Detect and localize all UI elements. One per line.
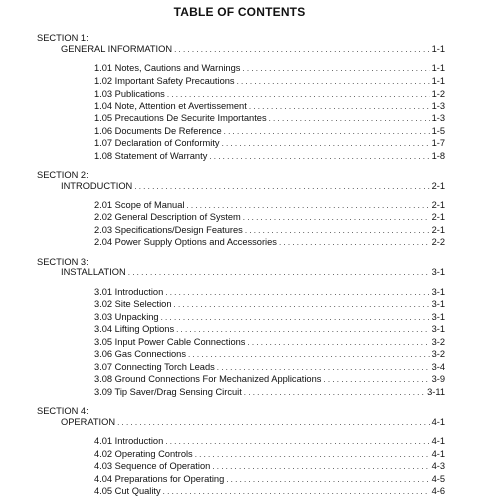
toc-entry[interactable] bbox=[94, 62, 445, 74]
toc-heading-operation[interactable] bbox=[61, 416, 445, 428]
toc-entry[interactable] bbox=[94, 448, 445, 460]
toc-entry-text: 1.03 Publications bbox=[94, 89, 165, 99]
toc-entry-text: 3.09 Tip Saver/Drag Sensing Circuit bbox=[94, 387, 242, 397]
toc-entry-text: 3.03 Unpacking bbox=[94, 312, 159, 322]
toc-page-number: 3-1 bbox=[431, 324, 445, 334]
toc-entry[interactable] bbox=[94, 298, 445, 310]
toc-entry[interactable] bbox=[94, 125, 445, 137]
toc-page-number: 3-1 bbox=[431, 312, 445, 322]
toc-entry-text: 3.05 Input Power Cable Connections bbox=[94, 337, 246, 347]
toc-entry-text: 2.04 Power Supply Options and Accessories bbox=[94, 237, 277, 247]
toc-entry[interactable] bbox=[94, 373, 445, 385]
dot-leader bbox=[323, 374, 429, 386]
section-4-label: SECTION 4: bbox=[37, 406, 89, 416]
toc-page-number: 2-1 bbox=[431, 200, 445, 210]
toc-entry[interactable] bbox=[94, 236, 445, 248]
toc-entry-text: 3.04 Lifting Options bbox=[94, 324, 175, 334]
toc-entry-text: 2.03 Specifications/Design Features bbox=[94, 225, 243, 235]
toc-entry-text: 3.07 Connecting Torch Leads bbox=[94, 362, 215, 372]
toc-entry-text: 4.01 Introduction bbox=[94, 436, 164, 446]
dot-leader bbox=[244, 387, 425, 399]
dot-leader bbox=[242, 63, 429, 75]
toc-heading-text: OPERATION bbox=[61, 417, 116, 427]
toc-heading-text: INTRODUCTION bbox=[61, 181, 133, 191]
toc-entry[interactable] bbox=[94, 386, 445, 398]
dot-leader bbox=[243, 212, 430, 224]
toc-entry[interactable] bbox=[94, 137, 445, 149]
toc-page-number: 1-3 bbox=[431, 113, 445, 123]
dot-leader bbox=[188, 349, 430, 361]
toc-entry[interactable] bbox=[94, 348, 445, 360]
toc-page-number: 1-5 bbox=[431, 126, 445, 136]
toc-entry-text: 1.06 Documents De Reference bbox=[94, 126, 222, 136]
toc-heading-text: INSTALLATION bbox=[61, 267, 126, 277]
section-2-label: SECTION 2: bbox=[37, 170, 89, 180]
dot-leader bbox=[209, 151, 429, 163]
toc-entry[interactable] bbox=[94, 150, 445, 162]
toc-page-number: 1-3 bbox=[431, 101, 445, 111]
dot-leader bbox=[269, 113, 430, 125]
toc-page-number: 4-1 bbox=[431, 449, 445, 459]
toc-page-number: 2-1 bbox=[431, 181, 445, 191]
toc-entry[interactable] bbox=[94, 286, 445, 298]
toc-entry-text: 4.04 Preparations for Operating bbox=[94, 474, 225, 484]
toc-entry-text: 1.01 Notes, Cautions and Warnings bbox=[94, 63, 241, 73]
toc-page-number: 4-5 bbox=[431, 474, 445, 484]
dot-leader bbox=[128, 267, 430, 279]
toc-page-number: 3-2 bbox=[431, 349, 445, 359]
toc-entry[interactable] bbox=[94, 88, 445, 100]
toc-heading-general-information[interactable] bbox=[61, 43, 445, 55]
toc-entry[interactable] bbox=[94, 323, 445, 335]
toc-entry[interactable] bbox=[94, 435, 445, 447]
toc-page-number: 4-1 bbox=[431, 417, 445, 427]
dot-leader bbox=[237, 76, 430, 88]
toc-entry[interactable] bbox=[94, 336, 445, 348]
toc-page-number: 4-3 bbox=[431, 461, 445, 471]
toc-entry-text: 1.02 Important Safety Precautions bbox=[94, 76, 235, 86]
toc-entry-text: 4.03 Sequence of Operation bbox=[94, 461, 211, 471]
toc-entry-text: 1.07 Declaration of Conformity bbox=[94, 138, 220, 148]
toc-entry[interactable] bbox=[94, 199, 445, 211]
toc-entry-text: 1.08 Statement of Warranty bbox=[94, 151, 208, 161]
toc-page-number: 1-8 bbox=[431, 151, 445, 161]
toc-entry-text: 2.01 Scope of Manual bbox=[94, 200, 185, 210]
page-title: TABLE OF CONTENTS bbox=[173, 5, 306, 19]
toc-entry[interactable] bbox=[94, 460, 445, 472]
toc-page-number: 4-1 bbox=[431, 436, 445, 446]
toc-entry-text: 3.08 Ground Connections For Mechanized Applications bbox=[94, 374, 322, 384]
toc-entry[interactable] bbox=[94, 112, 445, 124]
toc-entry[interactable] bbox=[94, 211, 445, 223]
toc-page-number: 1-2 bbox=[431, 89, 445, 99]
dot-leader bbox=[222, 138, 430, 150]
toc-page-number: 3-1 bbox=[431, 287, 445, 297]
toc-page-number: 2-1 bbox=[431, 225, 445, 235]
toc-entry-text: 2.02 General Description of System bbox=[94, 212, 241, 222]
toc-page-number: 2-2 bbox=[431, 237, 445, 247]
toc-page-number: 3-2 bbox=[431, 337, 445, 347]
dot-leader bbox=[279, 237, 430, 249]
dot-leader bbox=[176, 324, 429, 336]
dot-leader bbox=[165, 436, 429, 448]
toc-entry-text: 4.05 Cut Quality bbox=[94, 486, 161, 496]
toc-page-number: 2-1 bbox=[431, 212, 445, 222]
toc-entry[interactable] bbox=[94, 100, 445, 112]
toc-entry-text: 3.02 Site Selection bbox=[94, 299, 172, 309]
toc-entry[interactable] bbox=[94, 485, 445, 497]
toc-entry[interactable] bbox=[94, 361, 445, 373]
toc-entry-text: 1.05 Precautions De Securite Importantes bbox=[94, 113, 267, 123]
dot-leader bbox=[174, 44, 430, 56]
dot-leader bbox=[212, 461, 429, 473]
dot-leader bbox=[117, 417, 429, 429]
toc-entry[interactable] bbox=[94, 473, 445, 485]
toc-entry-text: 1.04 Note, Attention et Avertissement bbox=[94, 101, 247, 111]
dot-leader bbox=[174, 299, 430, 311]
toc-page-number: 3-4 bbox=[431, 362, 445, 372]
toc-page-number: 1-7 bbox=[431, 138, 445, 148]
toc-entry[interactable] bbox=[94, 311, 445, 323]
toc-entry-text: 3.01 Introduction bbox=[94, 287, 164, 297]
toc-page-number: 3-11 bbox=[427, 387, 445, 397]
toc-page-number: 1-1 bbox=[431, 63, 445, 73]
toc-entry[interactable] bbox=[94, 224, 445, 236]
toc-entry[interactable] bbox=[94, 75, 445, 87]
toc-heading-installation[interactable] bbox=[61, 266, 445, 278]
toc-page-number: 3-9 bbox=[431, 374, 445, 384]
toc-entry-text: 3.06 Gas Connections bbox=[94, 349, 186, 359]
toc-page-number: 1-1 bbox=[431, 76, 445, 86]
toc-entry-text: 4.02 Operating Controls bbox=[94, 449, 193, 459]
toc-page-number: 4-6 bbox=[431, 486, 445, 496]
toc-heading-text: GENERAL INFORMATION bbox=[61, 44, 173, 54]
toc-heading-introduction[interactable] bbox=[61, 180, 445, 192]
section-3-label: SECTION 3: bbox=[37, 257, 89, 267]
toc-page-number: 1-1 bbox=[431, 44, 445, 54]
toc-page-number: 3-1 bbox=[431, 267, 445, 277]
dot-leader bbox=[134, 181, 429, 193]
dot-leader bbox=[163, 486, 430, 498]
toc-page-number: 3-1 bbox=[431, 299, 445, 309]
section-1-label: SECTION 1: bbox=[37, 33, 89, 43]
